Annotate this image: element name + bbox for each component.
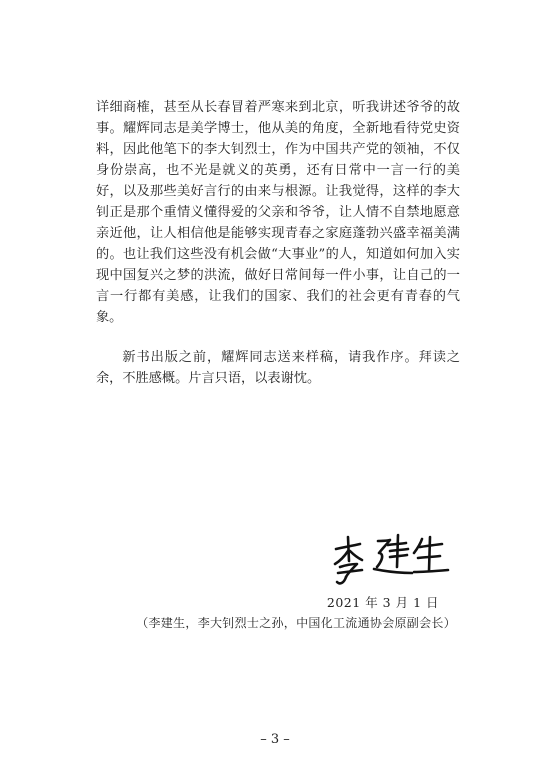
date: 2021 年 3 月 1 日 [326,595,439,610]
author-attribution: （李建生，李大钊烈士之孙，中国化工流通协会原副会长） [136,616,456,630]
body-text [96,97,460,389]
handwritten-signature [330,527,450,591]
page-number: – 3 – [260,732,290,747]
paragraph-1: 详细商榷，甚至从长春冒着严寒来到北京，听我讲述爷爷的故事。耀辉同志是美学博士，他从美的角度，全新地看待党史资料，因此他笔下的李大钊烈士，作为中国共产党的领袖，不仅身份崇高，也不光是就义的英勇，还有日常中一言一行的美好，以及那些美好言行的由来与根源。让我觉得，这样的李大钊正是那个重情义懂得爱的父亲和爷爷，让人情不自禁地愿意亲近他，让人相信他是能够实现青春之家庭蓬勃兴盛幸福美满的。也让我们这些没有机会做“大事业”的人，知道如何加入实现中国复兴之梦的洪流，做好日常间每一件小事，让自己的一言一行都有美感，让我们的国家、我们的社会更有青春的气象。 [96,100,460,325]
paragraph-2: 新书出版之前，耀辉同志送来样稿，请我作序。拜读之余，不胜感概。片言只语，以表谢忱。 [96,350,460,386]
